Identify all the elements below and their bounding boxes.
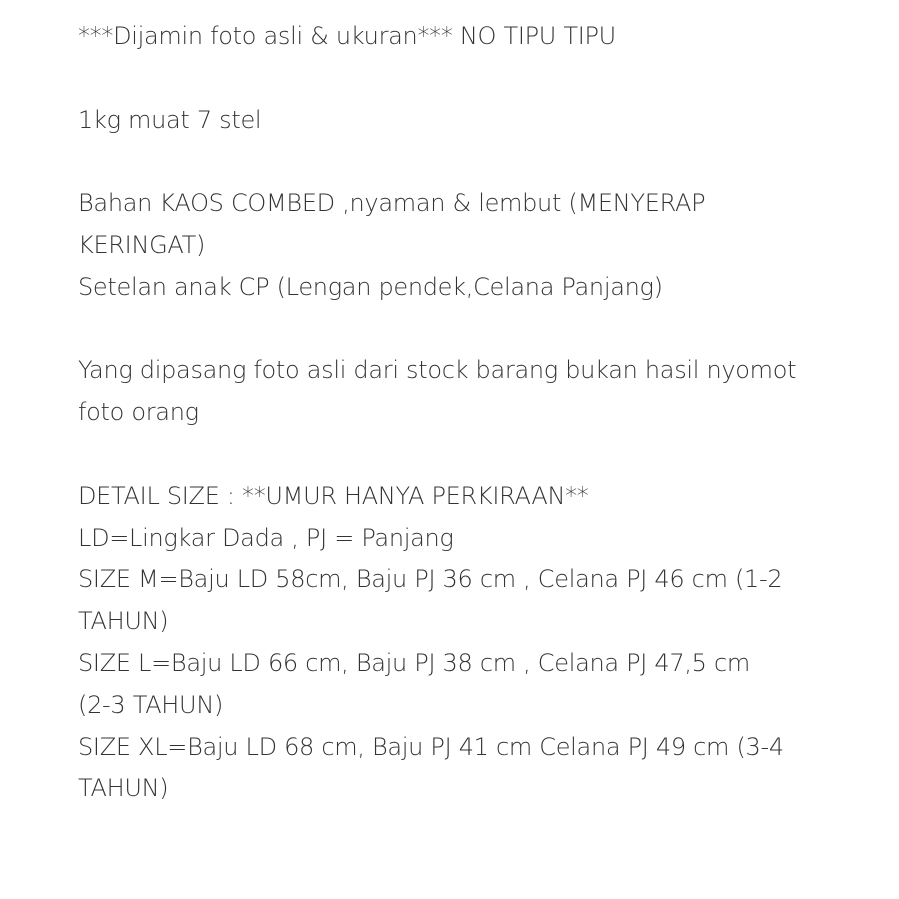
size-detail-heading: DETAIL SIZE : **UMUR HANYA PERKIRAAN** — [78, 481, 589, 510]
spacer — [78, 141, 868, 183]
set-type-line: Setelan anak CP (Lengan pendek,Celana Panjang) — [78, 272, 663, 301]
product-description — [78, 16, 868, 810]
material-line-1: Bahan KAOS COMBED ,nyaman & lembut (MENYERAP — [78, 189, 706, 218]
size-l-line-2: (2-3 TAHUN) — [78, 690, 224, 719]
size-l-line-1: SIZE L=Baju LD 66 cm, Baju PJ 38 cm , Celana PJ 47,5 cm — [78, 648, 750, 677]
weight-capacity-line: 1kg muat 7 stel — [78, 105, 262, 134]
photo-note-line-1: Yang dipasang foto asli dari stock barang bukan hasil nyomot — [78, 356, 797, 385]
photo-note-line-2: foto orang — [78, 398, 199, 427]
guarantee-line: ***Dijamin foto asli & ukuran*** NO TIPU TIPU — [78, 22, 616, 50]
spacer — [78, 434, 868, 476]
spacer — [78, 58, 868, 100]
spacer — [78, 309, 868, 351]
size-xl-line-2: TAHUN) — [78, 774, 169, 803]
size-xl-line-1: SIZE XL=Baju LD 68 cm, Baju PJ 41 cm Celana PJ 49 cm (3-4 — [78, 732, 784, 761]
size-m-line-2: TAHUN) — [78, 607, 169, 636]
size-legend-line: LD=Lingkar Dada , PJ = Panjang — [78, 523, 454, 552]
material-line-2: KERINGAT) — [78, 230, 206, 259]
size-m-line-1: SIZE M=Baju LD 58cm, Baju PJ 36 cm , Celana PJ 46 cm (1-2 — [78, 565, 783, 594]
